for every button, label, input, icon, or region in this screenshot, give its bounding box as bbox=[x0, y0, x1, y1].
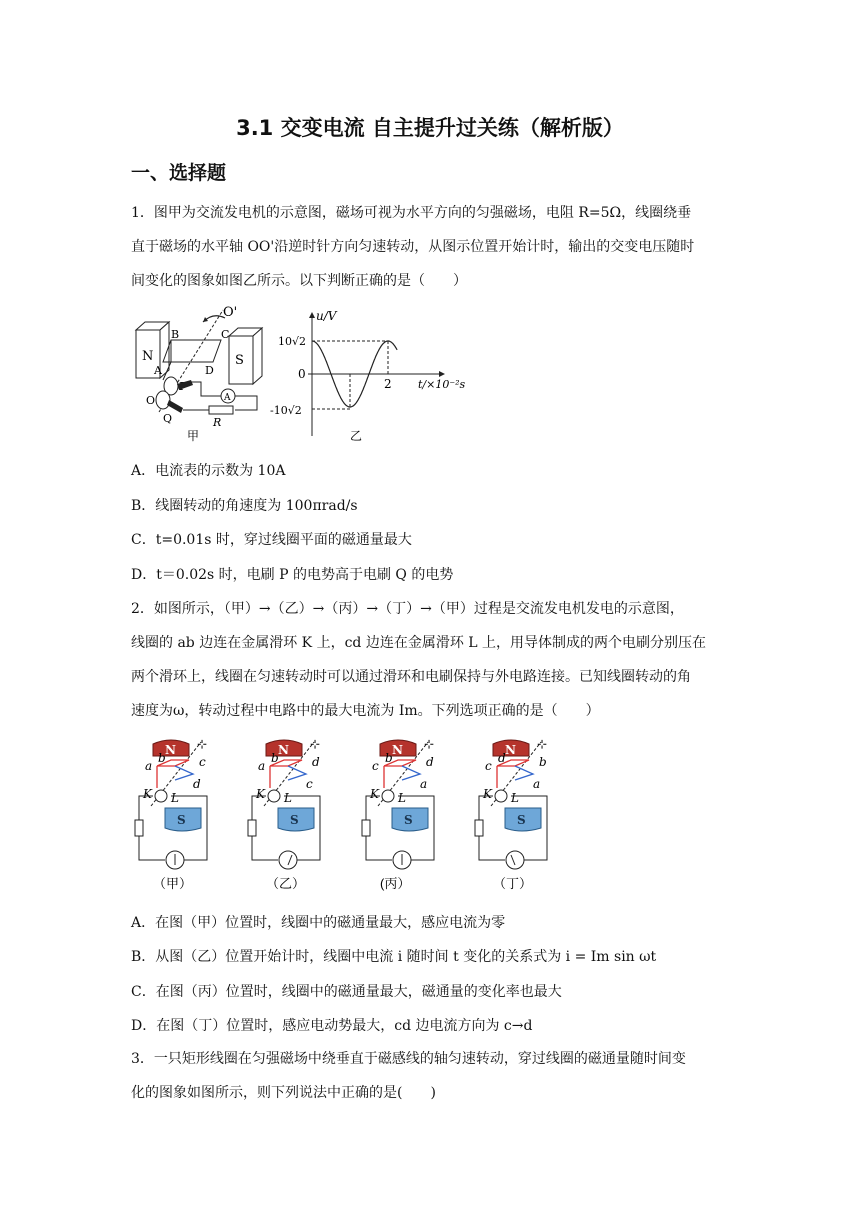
axis-mark: ⊹ bbox=[197, 737, 208, 751]
page-title: 3.1 交变电流 自主提升过关练（解析版） bbox=[236, 116, 624, 140]
magnet-s-label: S bbox=[404, 813, 413, 827]
axis-mark: ⊹ bbox=[537, 737, 548, 751]
label-o: O bbox=[146, 394, 156, 407]
coil-letter-3: b bbox=[539, 755, 547, 769]
ring-k-label: K bbox=[256, 787, 265, 801]
ammeter-label: A bbox=[224, 393, 231, 403]
section-heading: 一、选择题 bbox=[131, 162, 227, 184]
question-1-text bbox=[131, 196, 731, 298]
question-2-line-2: 线圈的 ab 边连在金属滑环 K 上，cd 边连在金属滑环 L 上，用导体制成的两个电刷分别压在 bbox=[131, 635, 707, 651]
magnet-n-label: N bbox=[392, 743, 403, 757]
figure-caption-jia: 甲 bbox=[187, 429, 200, 443]
coil-letter-2: d bbox=[498, 751, 506, 765]
question-1-line-1: 1．图甲为交流发电机的示意图，磁场可视为水平方向的匀强磁场，电阻 R=5Ω，线圈绕垂 bbox=[131, 205, 692, 221]
y-axis-label: u/V bbox=[316, 309, 337, 323]
label-a: A bbox=[154, 364, 162, 377]
figure-caption: （乙） bbox=[266, 876, 306, 891]
magnet-n-label: N bbox=[165, 743, 176, 757]
coil-letter-1: c bbox=[485, 759, 492, 773]
q2-option-a: A．在图（甲）位置时，线圈中的磁通量最大，感应电流为零 bbox=[131, 915, 506, 931]
label-q: Q bbox=[163, 412, 173, 425]
ring-l-label: L bbox=[171, 791, 179, 805]
label-n: N bbox=[142, 349, 154, 364]
label-b: B bbox=[171, 328, 180, 341]
ring-l-label: L bbox=[284, 791, 292, 805]
ring-k-label: K bbox=[483, 787, 492, 801]
coil-letter-1: a bbox=[145, 759, 153, 773]
question-2-line-4: 速度为ω，转动过程中电路中的最大电流为 Im。下列选项正确的是（ ） bbox=[131, 703, 600, 719]
coil-letter-2: b bbox=[385, 751, 393, 765]
q2-option-b: B．从图（乙）位置开始计时，线圈中电流 i 随时间 t 变化的关系式为 i = Im sin ωt bbox=[131, 949, 657, 965]
q1-option-d: D．t＝0.02s 时，电刷 P 的电势高于电刷 Q 的电势 bbox=[131, 567, 454, 583]
label-r: R bbox=[213, 416, 222, 429]
question-1-line-2: 直于磁场的水平轴 OO'沿逆时针方向匀速转动，从图示位置开始计时，输出的交变电压随时 bbox=[131, 239, 695, 255]
q2-option-c: C．在图（丙）位置时，线圈中的磁通量最大，磁通量的变化率也最大 bbox=[131, 984, 562, 1000]
generator-figure-2 bbox=[244, 736, 356, 896]
magnet-s-label: S bbox=[177, 813, 186, 827]
coil-letter-4: a bbox=[420, 777, 428, 791]
voltage-waveform-chart bbox=[268, 306, 476, 446]
coil-letter-1: a bbox=[258, 759, 266, 773]
coil-letter-3: d bbox=[426, 755, 434, 769]
magnet-n-label: N bbox=[505, 743, 516, 757]
ring-l-label: L bbox=[398, 791, 406, 805]
question-3-line-2: 化的图象如图所示，则下列说法中正确的是( ) bbox=[131, 1085, 436, 1101]
coil-letter-3: d bbox=[312, 755, 320, 769]
coil-letter-4: d bbox=[193, 777, 201, 791]
question-2-line-1: 2．如图所示，（甲）→（乙）→（丙）→（丁）→（甲）过程是交流发电机发电的示意图， bbox=[131, 601, 684, 617]
question-2-line-3: 两个滑环上，线圈在匀速转动时可以通过滑环和电刷保持与外电路连接。已知线圈转动的角 bbox=[131, 669, 691, 685]
question-3-text bbox=[131, 1042, 731, 1110]
coil-letter-3: c bbox=[199, 755, 206, 769]
figure-caption-yi: 乙 bbox=[350, 429, 363, 443]
figure-caption: （甲） bbox=[153, 876, 193, 891]
magnet-s-label: S bbox=[290, 813, 299, 827]
q1-option-a: A．电流表的示数为 10A bbox=[131, 463, 286, 479]
axis-mark: ⊹ bbox=[310, 737, 321, 751]
coil-letter-2: b bbox=[271, 751, 279, 765]
x-axis-label: t/×10⁻²s bbox=[418, 378, 466, 391]
ring-k-label: K bbox=[370, 787, 379, 801]
coil-letter-2: b bbox=[158, 751, 166, 765]
coil-letter-4: c bbox=[306, 777, 313, 791]
figure-caption: (丙） bbox=[380, 876, 411, 891]
x-tick-two: 2 bbox=[384, 377, 392, 391]
magnet-n-label: N bbox=[278, 743, 289, 757]
generator-figure-3 bbox=[358, 736, 470, 896]
q1-option-c: C．t=0.01s 时，穿过线圈平面的磁通量最大 bbox=[131, 532, 412, 548]
question-2-text bbox=[131, 592, 731, 728]
ring-l-label: L bbox=[511, 791, 519, 805]
axis-mark: ⊹ bbox=[424, 737, 435, 751]
label-s: S bbox=[235, 353, 244, 368]
ring-k-label: K bbox=[143, 787, 152, 801]
y-tick-top: 10√2 bbox=[278, 335, 307, 348]
y-tick-bottom: -10√2 bbox=[270, 404, 302, 417]
question-3-line-1: 3．一只矩形线圈在匀强磁场中绕垂直于磁感线的轴匀速转动，穿过线圈的磁通量随时间变 bbox=[131, 1051, 686, 1067]
label-c: C bbox=[221, 328, 230, 341]
question-1-line-3: 间变化的图象如图乙所示。以下判断正确的是（ ） bbox=[131, 273, 467, 289]
label-d: D bbox=[205, 364, 214, 377]
label-o-prime: O' bbox=[223, 305, 238, 320]
q2-option-d: D．在图（丁）位置时，感应电动势最大，cd 边电流方向为 c→d bbox=[131, 1018, 533, 1034]
coil-letter-4: a bbox=[533, 777, 541, 791]
figure-caption: （丁） bbox=[493, 876, 533, 891]
generator-figure-1 bbox=[131, 736, 243, 896]
q1-option-b: B．线圈转动的角速度为 100πrad/s bbox=[131, 498, 358, 514]
generator-schematic-figure bbox=[131, 300, 271, 446]
coil-letter-1: c bbox=[372, 759, 379, 773]
y-tick-zero: 0 bbox=[298, 367, 306, 381]
generator-figure-4 bbox=[471, 736, 583, 896]
magnet-s-label: S bbox=[517, 813, 526, 827]
